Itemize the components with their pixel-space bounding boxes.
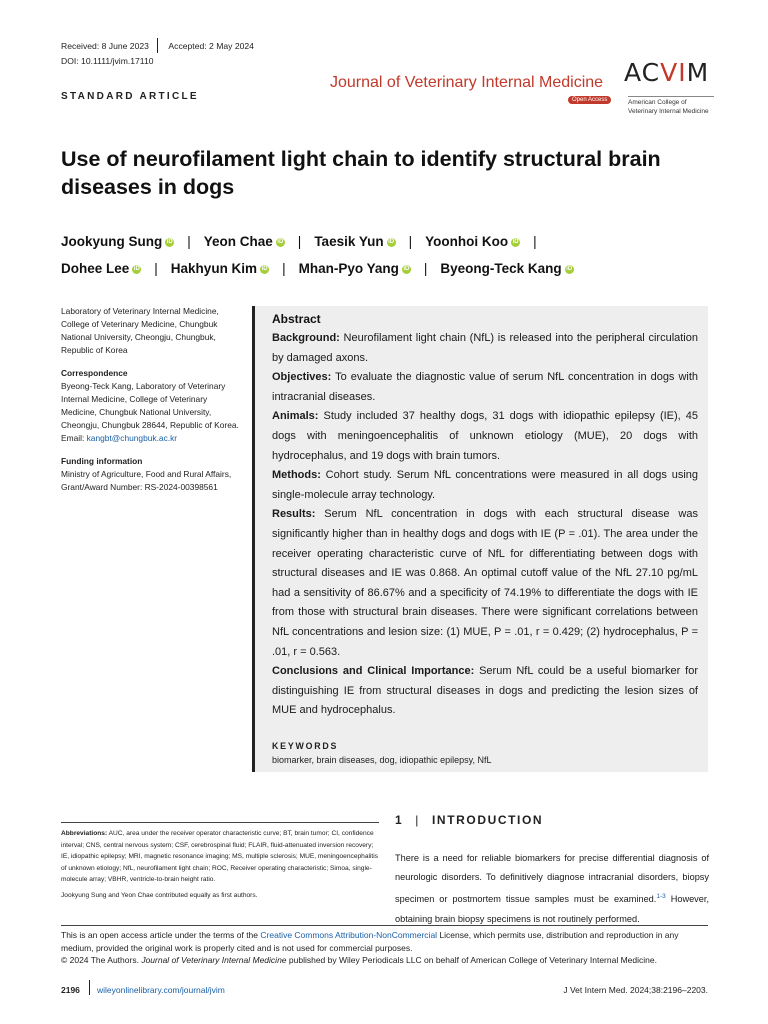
- author-separator: |: [533, 234, 537, 249]
- footnote: [61, 828, 379, 905]
- abbreviations-text: AUC, area under the receiver operator characteristic curve; BT, brain tumor; CI, confidence interval; CNS, central nervous system; CSF, cerebrospinal fluid; FLAIR, fluid-attenuated inversion recovery; IE, idiopathic epilepsy; MRI, magnetic resonance imaging; MS, multiple sclerosis; MUE, meningoencephalitis of unknown etiology; NfL, neurofilament light chain; ROC, Receiver operating characteristic; Simoa, single-molecule array; VBHR, ventricle-to-brain height ratio.: [61, 830, 379, 883]
- animals-label: Animals:: [272, 410, 319, 423]
- author[interactable]: [440, 255, 573, 282]
- introduction-heading: [395, 813, 543, 827]
- acvim-subtitle-line-1: American College of: [628, 99, 687, 106]
- acvim-logo-vi: VI: [660, 58, 687, 87]
- doi[interactable]: DOI: 10.1111/jvim.17110: [61, 56, 154, 66]
- orcid-icon[interactable]: iD: [133, 266, 140, 272]
- abstract-box: [252, 306, 708, 772]
- orcid-icon[interactable]: iD: [261, 266, 268, 272]
- abstract-background: [272, 329, 698, 368]
- funding-heading: Funding information: [61, 456, 143, 466]
- acvim-logo[interactable]: [624, 58, 709, 87]
- received-accepted-dates: [61, 38, 254, 53]
- date-divider: [157, 38, 159, 53]
- equal-contribution-note: Jookyung Sung and Yeon Chae contributed equally as first authors.: [61, 891, 258, 899]
- keywords-heading: KEYWORDS: [272, 740, 339, 751]
- abstract-animals: [272, 407, 698, 466]
- conclusions-label: Conclusions and Clinical Importance:: [272, 665, 475, 678]
- author-separator: |: [423, 261, 428, 276]
- background-label: Background:: [272, 332, 340, 344]
- footer-divider: [89, 980, 90, 995]
- methods-label: Methods:: [272, 469, 321, 482]
- open-access-badge: Open Access: [568, 96, 611, 104]
- author[interactable]: [425, 228, 520, 255]
- section-number: 1: [395, 813, 404, 827]
- intro-text-2: However, obtaining brain biopsy specimens is not routinely performed.: [395, 894, 709, 924]
- article-title: Use of neurofilament light chain to identify structural brain diseases in dogs: [61, 147, 661, 199]
- author[interactable]: [314, 228, 395, 255]
- background-text: Neurofilament light chain (NfL) is released into the peripheral circulation by damaged axons.: [272, 332, 698, 364]
- author-separator: |: [408, 234, 413, 249]
- results-label: Results:: [272, 508, 316, 521]
- abstract-objectives: [272, 368, 698, 407]
- author-name: Jookyung Sung: [61, 234, 163, 249]
- acvim-logo-post: M: [686, 58, 710, 87]
- keywords-list: biomarker, brain diseases, dog, idiopathic epilepsy, NfL: [272, 754, 492, 765]
- methods-text: Cohort study. Serum NfL concentrations were measured in all dogs using single-molecule array technology.: [272, 469, 698, 501]
- abstract-body: [272, 329, 698, 721]
- author-separator: |: [282, 261, 286, 276]
- affiliation: Laboratory of Veterinary Internal Medicine, College of Veterinary Medicine, Chungbuk National University, Cheongju, Chungbuk, Republic of Korea: [61, 306, 219, 355]
- section-title: INTRODUCTION: [432, 813, 544, 827]
- correspondence-body: Byeong-Teck Kang, Laboratory of Veterinary Internal Medicine, College of Veterinary Medicine, Chungbuk National University, Cheongju, Chungbuk 28644, Republic of Korea.: [61, 381, 239, 430]
- logo-rule: [628, 96, 714, 97]
- author-name: Dohee Lee: [61, 261, 130, 276]
- license-divider: [61, 925, 708, 926]
- copyright-post: published by Wiley Periodicals LLC on behalf of American College of Veterinary Internal Medicine.: [286, 955, 657, 965]
- sidebar-info: [61, 305, 241, 504]
- orcid-icon[interactable]: iD: [403, 266, 410, 272]
- abbreviations: [61, 828, 379, 886]
- accepted-date: Accepted: 2 May 2024: [168, 41, 254, 51]
- author-name: Byeong-Teck Kang: [440, 261, 562, 276]
- journal-title[interactable]: Journal of Veterinary Internal Medicine: [330, 74, 604, 91]
- intro-text-1: There is a need for reliable biomarkers for precise differential diagnosis of neurologic disorders. To definitively diagnose intracranial disorders, biopsy specimen or postmortem tissue samples must be examined.: [395, 853, 709, 905]
- author-name: Mhan-Pyo Yang: [298, 261, 399, 276]
- license-text: [61, 929, 711, 954]
- author[interactable]: [204, 228, 285, 255]
- license-post: License, which permits use, distribution and reproduction in any medium, provided the original work is properly cited and is not used for commercial purposes.: [61, 930, 679, 953]
- license-notice: [61, 929, 711, 967]
- footnote-divider: [61, 822, 379, 823]
- introduction-paragraph: [395, 849, 709, 929]
- copyright: [61, 954, 711, 967]
- author[interactable]: [61, 228, 174, 255]
- author-list: [61, 228, 741, 282]
- objectives-label: Objectives:: [272, 371, 332, 384]
- reference-link[interactable]: 1-3: [656, 893, 666, 901]
- objectives-text: To evaluate the diagnostic value of serum NfL concentration in dogs with intracranial diseases.: [272, 371, 698, 403]
- author-separator: |: [154, 261, 158, 276]
- author-name: Hakhyun Kim: [170, 261, 258, 276]
- license-pre: This is an open access article under the terms of the: [61, 930, 261, 940]
- correspondence-heading: Correspondence: [61, 368, 128, 378]
- citation: J Vet Intern Med. 2024;38:2196–2203.: [563, 985, 708, 995]
- abstract-methods: [272, 466, 698, 505]
- copyright-journal: Journal of Veterinary Internal Medicine: [141, 955, 287, 965]
- page-number: 2196: [61, 985, 80, 995]
- abstract-conclusions: [272, 662, 698, 721]
- correspondence-block: [61, 367, 241, 445]
- license-link[interactable]: Creative Commons Attribution-NonCommercial: [260, 930, 438, 940]
- funding-block: [61, 455, 241, 494]
- section-separator: |: [415, 813, 420, 827]
- acvim-logo-pre: AC: [624, 58, 661, 87]
- author-separator: |: [187, 234, 191, 249]
- acvim-subtitle-line-2: Veterinary Internal Medicine: [628, 108, 709, 115]
- orcid-icon[interactable]: iD: [388, 239, 395, 245]
- author[interactable]: [171, 255, 269, 282]
- conclusions-text: Serum NfL could be a useful biomarker for distinguishing IE from structural diseases in dogs and predicting the lesion sizes of MUE and hydrocephalus.: [272, 665, 698, 717]
- author[interactable]: [61, 255, 141, 282]
- email-link[interactable]: kangbt@chungbuk.ac.kr: [86, 433, 178, 443]
- funding-body: Ministry of Agriculture, Food and Rural Affairs, Grant/Award Number: RS-2024-00398561: [61, 469, 232, 492]
- author-name: Yoonhoi Koo: [425, 234, 509, 249]
- abbreviations-label: Abbreviations:: [61, 830, 108, 837]
- orcid-icon[interactable]: iD: [512, 239, 519, 245]
- author-separator: |: [297, 234, 302, 249]
- orcid-icon[interactable]: iD: [166, 239, 173, 245]
- animals-text: Study included 37 healthy dogs, 31 dogs with idiopathic epilepsy (IE), 45 dogs with meningoencephalitis of unknown etiology (MUE), 20 dogs with hydrocephalus, and 19 dogs with brain tumors.: [272, 410, 698, 462]
- results-text: Serum NfL concentration in dogs with each structural disease was significantly higher than in healthy dogs and dogs with IE (P = .01). The area under the receiver operating characteristic curve of NfL for differentiating between dogs with structural diseases and IE was 0.868. An optimal cutoff value of the NfL 27.10 pg/mL had a sensitivity of 86.67% and a specificity of 74.19% to differentiate the dogs with IE from those with structural brain diseases. There were significant correlations between NfL concentrations and lesion size: (1) MUE, P = .01, r = 0.429; (2) hydrocephalus, P = .01, r = 0.563.: [272, 508, 698, 658]
- journal-url-link[interactable]: wileyonlinelibrary.com/journal/jvim: [97, 985, 225, 995]
- copyright-pre: © 2024 The Authors.: [61, 955, 142, 965]
- abstract-results: [272, 505, 698, 662]
- acvim-subtitle: [628, 96, 748, 116]
- orcid-icon[interactable]: iD: [566, 266, 573, 272]
- author-name: Yeon Chae: [203, 234, 273, 249]
- article-type-label: STANDARD ARTICLE: [61, 91, 199, 102]
- email-label: Email:: [61, 433, 87, 443]
- author-name: Taesik Yun: [314, 234, 384, 249]
- author[interactable]: [299, 255, 411, 282]
- received-date: Received: 8 June 2023: [61, 41, 149, 51]
- abstract-heading: Abstract: [272, 312, 321, 326]
- orcid-icon[interactable]: iD: [277, 239, 284, 245]
